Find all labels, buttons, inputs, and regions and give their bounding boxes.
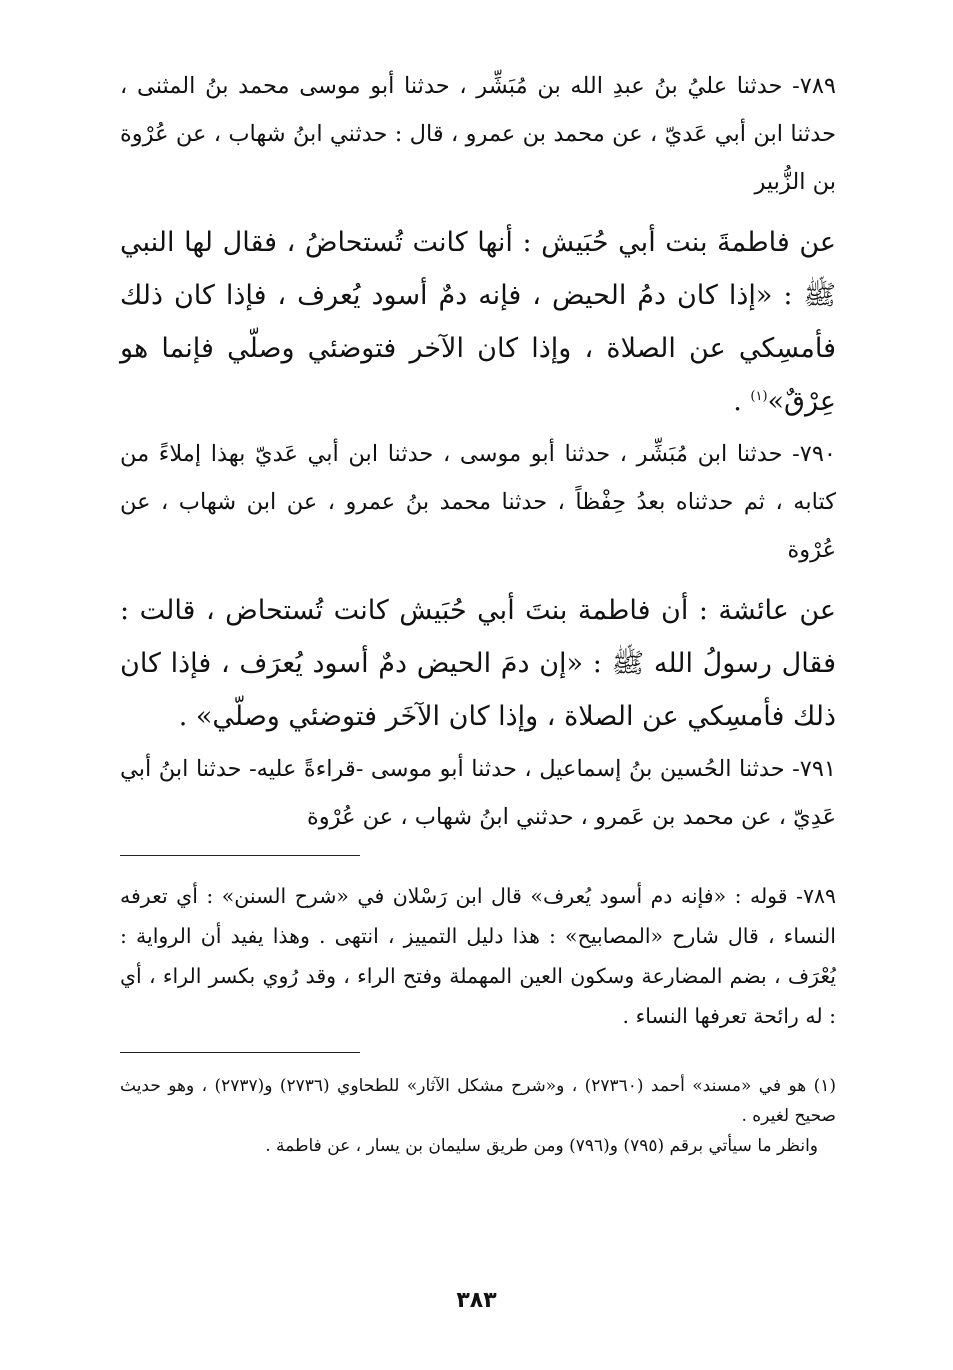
hadith-791-isnad: ٧٩١- حدثنا الحُسين بنُ إسماعيل ، حدثنا أبو موسى -قراءةً عليه- حدثنا ابنُ أبي عَدِيّ ، عن محمد بن عَمرو ، حدثني ابنُ شهاب ، عن عُرْوة [120,756,837,830]
hadith-789-isnad: ٧٨٩- حدثنا عليُ بنُ عبدِ الله بن مُبَشِّر ، حدثنا أبو موسى محمد بنُ المثنى ، حدثنا ابن أبي عَديّ ، عن محمد بن عمرو ، قال : حدثني ابنُ شهاب ، عن عُرْوة بن الزُّبير [120,73,836,195]
page-number: ٣٨٣ [456,1288,497,1313]
hadith-789-matn-tail: . [733,386,751,417]
commentary-789: ٧٨٩- قوله : «فإنه دم أسود يُعرف» قال ابن رَسْلان في «شرح السنن» : أي تعرفه النساء ، قال شارح «المصابيح» : هذا دليل التمييز ، انتهى . وهذا يفيد أن الرواية : يُعْرَف ، بضم المضارعة وسكون العين المهملة وفتح الراء ، وقد رُوي بكسر الراء ، أي : له رائحة تعرفها النساء . [120,884,836,1028]
hadith-789-matn-text: عن فاطمةَ بنت أبي حُبَيش : أنها كانت تُستحاضُ ، فقال لها النبي ﷺ : «إذا كان دمُ الحيض ، فإنه دمٌ أسود يُعرف ، فإذا كان ذلك فأمسِكي عن الصلاة ، وإذا كان الآخر فتوضئي وصلّي فإنما هو عِرْقٌ» [120,227,836,417]
footnote-divider [120,1052,360,1053]
hadith-789-matn [120,216,836,428]
hadith-790-matn: عن عائشة : أن فاطمة بنتَ أبي حُبَيش كانت تُستحاض ، قالت : فقال رسولُ الله ﷺ : «إن دمَ الحيض دمٌ أسود يُعرَف ، فإذا كان ذلك فأمسِكي عن الصلاة ، وإذا كان الآخَر فتوضئي وصلّي» . [120,595,836,732]
page-body [120,62,836,1161]
hadith-790-isnad: ٧٩٠- حدثنا ابن مُبَشِّر ، حدثنا أبو موسى ، حدثنا ابن أبي عَديّ بهذا إملاءً من كتابه ، ثم حدثناه بعدُ حِفْظاً ، حدثنا محمد بنُ عمرو ، عن ابن شهاب ، عن عُرْوة [120,441,836,563]
commentary-divider [120,855,360,856]
footnote-ref-1: (١) [750,389,768,404]
footnote-1: (١) هو في «مسند» أحمد (٢٧٣٦٠) ، و«شرح مشكل الآثار» للطحاوي (٢٧٣٦) و(٢٧٣٧) ، وهو حديث صحيح لغيره . [120,1076,837,1126]
footnote-1-see-also: وانظر ما سيأتي برقم (٧٩٥) و(٧٩٦) ومن طريق سليمان بن يسار ، عن فاطمة . [265,1136,818,1156]
